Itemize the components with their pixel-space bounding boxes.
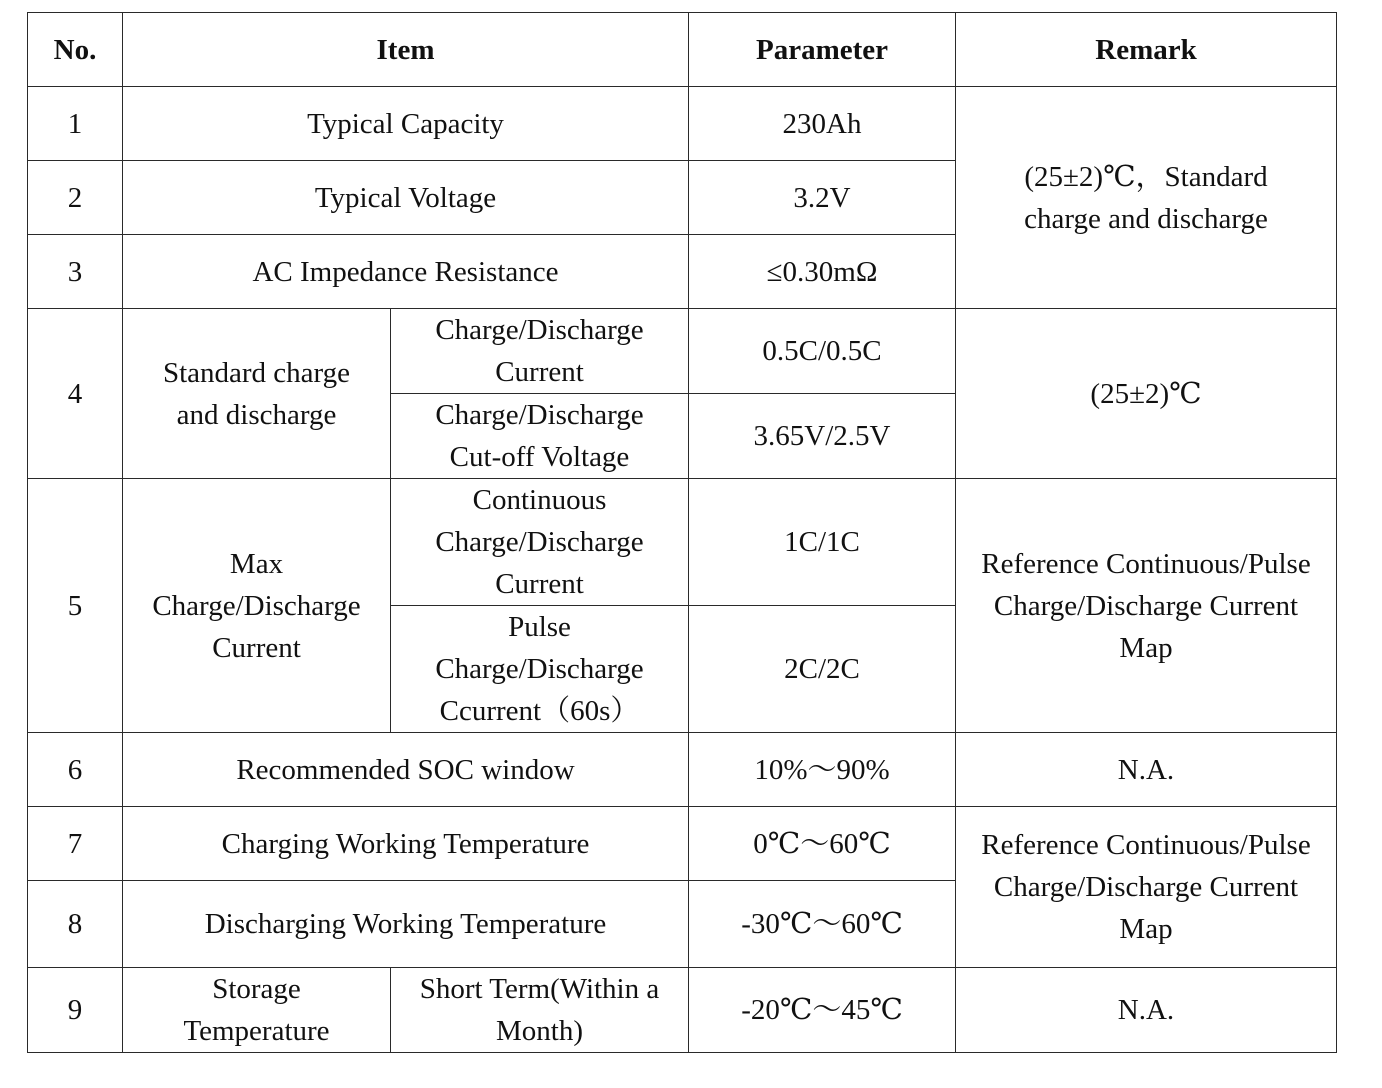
subitem-text: Short Term(Within a Month) [419,973,660,1047]
item-cell: AC Impedance Resistance [123,235,689,309]
item-text: Storage Temperature [183,973,330,1047]
subitem-text: Charge/Discharge Current [435,314,644,388]
table-row [28,87,1337,161]
table-row [28,807,1337,881]
item-cell: Charging Working Temperature [123,807,689,881]
item-cell: Recommended SOC window [123,733,689,807]
header-row [28,13,1337,87]
parameter-cell: 10%～90% [689,733,956,807]
row-number: 6 [28,733,123,807]
parameter-cell: 0.5C/0.5C [689,309,956,394]
remark-cell [956,479,1337,733]
row-number: 3 [28,235,123,309]
parameter-cell: -30℃～60℃ [689,881,956,968]
item-cell: Discharging Working Temperature [123,881,689,968]
remark-text: Reference Continuous/Pulse Charge/Discharge Current Map [981,547,1311,664]
row-number: 4 [28,309,123,479]
item-cell: Typical Capacity [123,87,689,161]
parameter-cell: ≤0.30mΩ [689,235,956,309]
subitem-text: Pulse Charge/Discharge Ccurrent（60s） [435,611,644,727]
remark-cell [956,807,1337,968]
row-number: 1 [28,87,123,161]
row-number: 9 [28,968,123,1053]
remark-cell: (25±2)℃ [956,309,1337,479]
parameter-cell: -20℃～45℃ [689,968,956,1053]
subitem-text: Charge/Discharge Cut-off Voltage [435,399,644,473]
parameter-cell: 2C/2C [689,606,956,733]
subitem-cell [391,394,689,479]
parameter-cell: 230Ah [689,87,956,161]
row-number: 7 [28,807,123,881]
remark-cell: N.A. [956,968,1337,1053]
remark-text: (25±2)℃，Standard charge and discharge [1024,160,1268,235]
subitem-cell [391,606,689,733]
header-parameter: Parameter [689,13,956,87]
parameter-cell: 1C/1C [689,479,956,606]
table-row [28,479,1337,606]
remark-cell: N.A. [956,733,1337,807]
row-number: 8 [28,881,123,968]
subitem-cell [391,309,689,394]
parameter-cell: 3.2V [689,161,956,235]
parameter-cell: 3.65V/2.5V [689,394,956,479]
header-remark: Remark [956,13,1337,87]
remark-text: Reference Continuous/Pulse Charge/Discharge Current Map [981,829,1311,945]
spec-table [27,12,1337,1053]
subitem-cell [391,968,689,1053]
item-cell [123,479,391,733]
header-no: No. [28,13,123,87]
item-text: Standard charge and discharge [162,356,351,431]
header-item: Item [123,13,689,87]
subitem-cell [391,479,689,606]
item-cell [123,968,391,1053]
item-text: Max Charge/Discharge Current [152,547,361,664]
table-row [28,968,1337,1053]
item-cell [123,309,391,479]
remark-cell [956,87,1337,309]
row-number: 2 [28,161,123,235]
table-row [28,733,1337,807]
table-row [28,309,1337,394]
parameter-cell: 0℃～60℃ [689,807,956,881]
item-cell: Typical Voltage [123,161,689,235]
row-number: 5 [28,479,123,733]
subitem-text: Continuous Charge/Discharge Current [435,484,644,600]
